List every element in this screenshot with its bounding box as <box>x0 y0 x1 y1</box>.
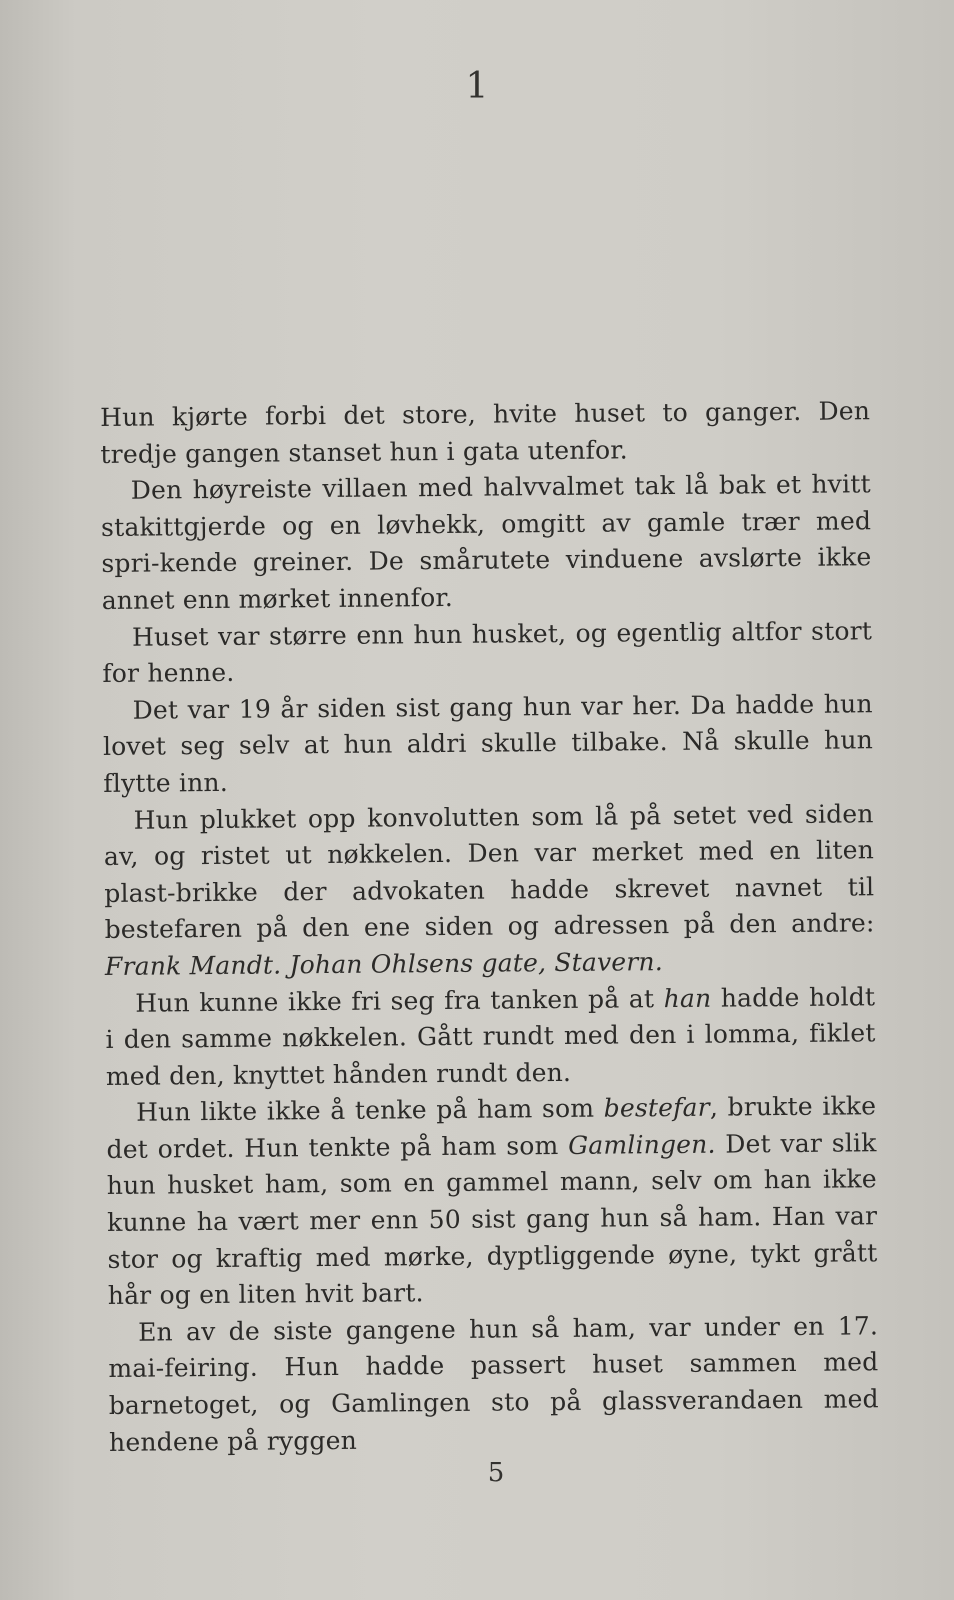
italic-text-run: bestefar <box>603 1092 710 1123</box>
text-run: hadde holdt i den samme nøkkelen. Gått rundt med den i lomma, fiklet med den, knyttet hånden rundt den. <box>105 981 876 1091</box>
italic-text-run: Frank Mandt. Johan Ohlsens gate, Stavern. <box>104 947 664 981</box>
text-run: Hun plukket opp konvolutten som lå på setet ved siden av, og ristet ut nøkkelen. Den var merket med en liten plast-brikke der advokaten hadde skrevet navnet til bestefaren på den ene siden og adressen på den andre: <box>103 798 875 945</box>
text-run: Huset var større enn hun husket, og egentlig altfor stort for henne. <box>102 615 873 689</box>
paragraph <box>102 613 873 693</box>
paragraph <box>105 979 876 1095</box>
text-run: Hun kjørte forbi det store, hvite huset to ganger. Den tredje gangen stanset hun i gata utenfor. <box>100 396 871 469</box>
text-run: , brukte ikke det ordet. Hun tenkte på ham som <box>106 1091 877 1164</box>
paragraph <box>101 466 872 619</box>
text-run: En av de siste gangene hun så ham, var under en 17. mai-feiring. Hun hadde passert huset sammen med barnetoget, og Gamlingen sto på glassverandaen med hendene på ryggen <box>108 1311 879 1457</box>
text-run: Hun likte ikke å tenke på ham som <box>136 1093 604 1127</box>
page-number: 5 <box>487 1458 505 1488</box>
italic-text-run: han <box>663 983 712 1013</box>
paragraph <box>100 393 871 473</box>
italic-text-run: Gamlingen. <box>568 1129 716 1160</box>
paragraph <box>108 1308 879 1461</box>
paragraph <box>106 1089 878 1315</box>
text-run: Den høyreiste villaen med halvvalmet tak lå bak et hvitt stakittgjerde og en løvhekk, omgitt av gamle trær med spri-kende greiner. De smårutete vinduene avslørte ikke annet enn mørket innenfor. <box>100 469 872 615</box>
body-text <box>100 393 879 1461</box>
chapter-number: 1 <box>465 66 489 107</box>
text-run: Hun kunne ikke fri seg fra tanken på at <box>135 983 664 1018</box>
text-run: Det var 19 år siden sist gang hun var her. Da hadde hun lovet seg selv at hun aldri skulle tilbake. Nå skulle hun flytte inn. <box>102 689 874 798</box>
paragraph <box>104 796 876 986</box>
paragraph <box>103 686 874 802</box>
text-run: Det var slik hun husket ham, som en gammel mann, selv om han ikke kunne ha vært mer enn 50 sist gang hun så ham. Han var stor og kraftig med mørke, dyptliggende øyne, tykt grått hår og en liten hvit bart. <box>106 1128 878 1311</box>
